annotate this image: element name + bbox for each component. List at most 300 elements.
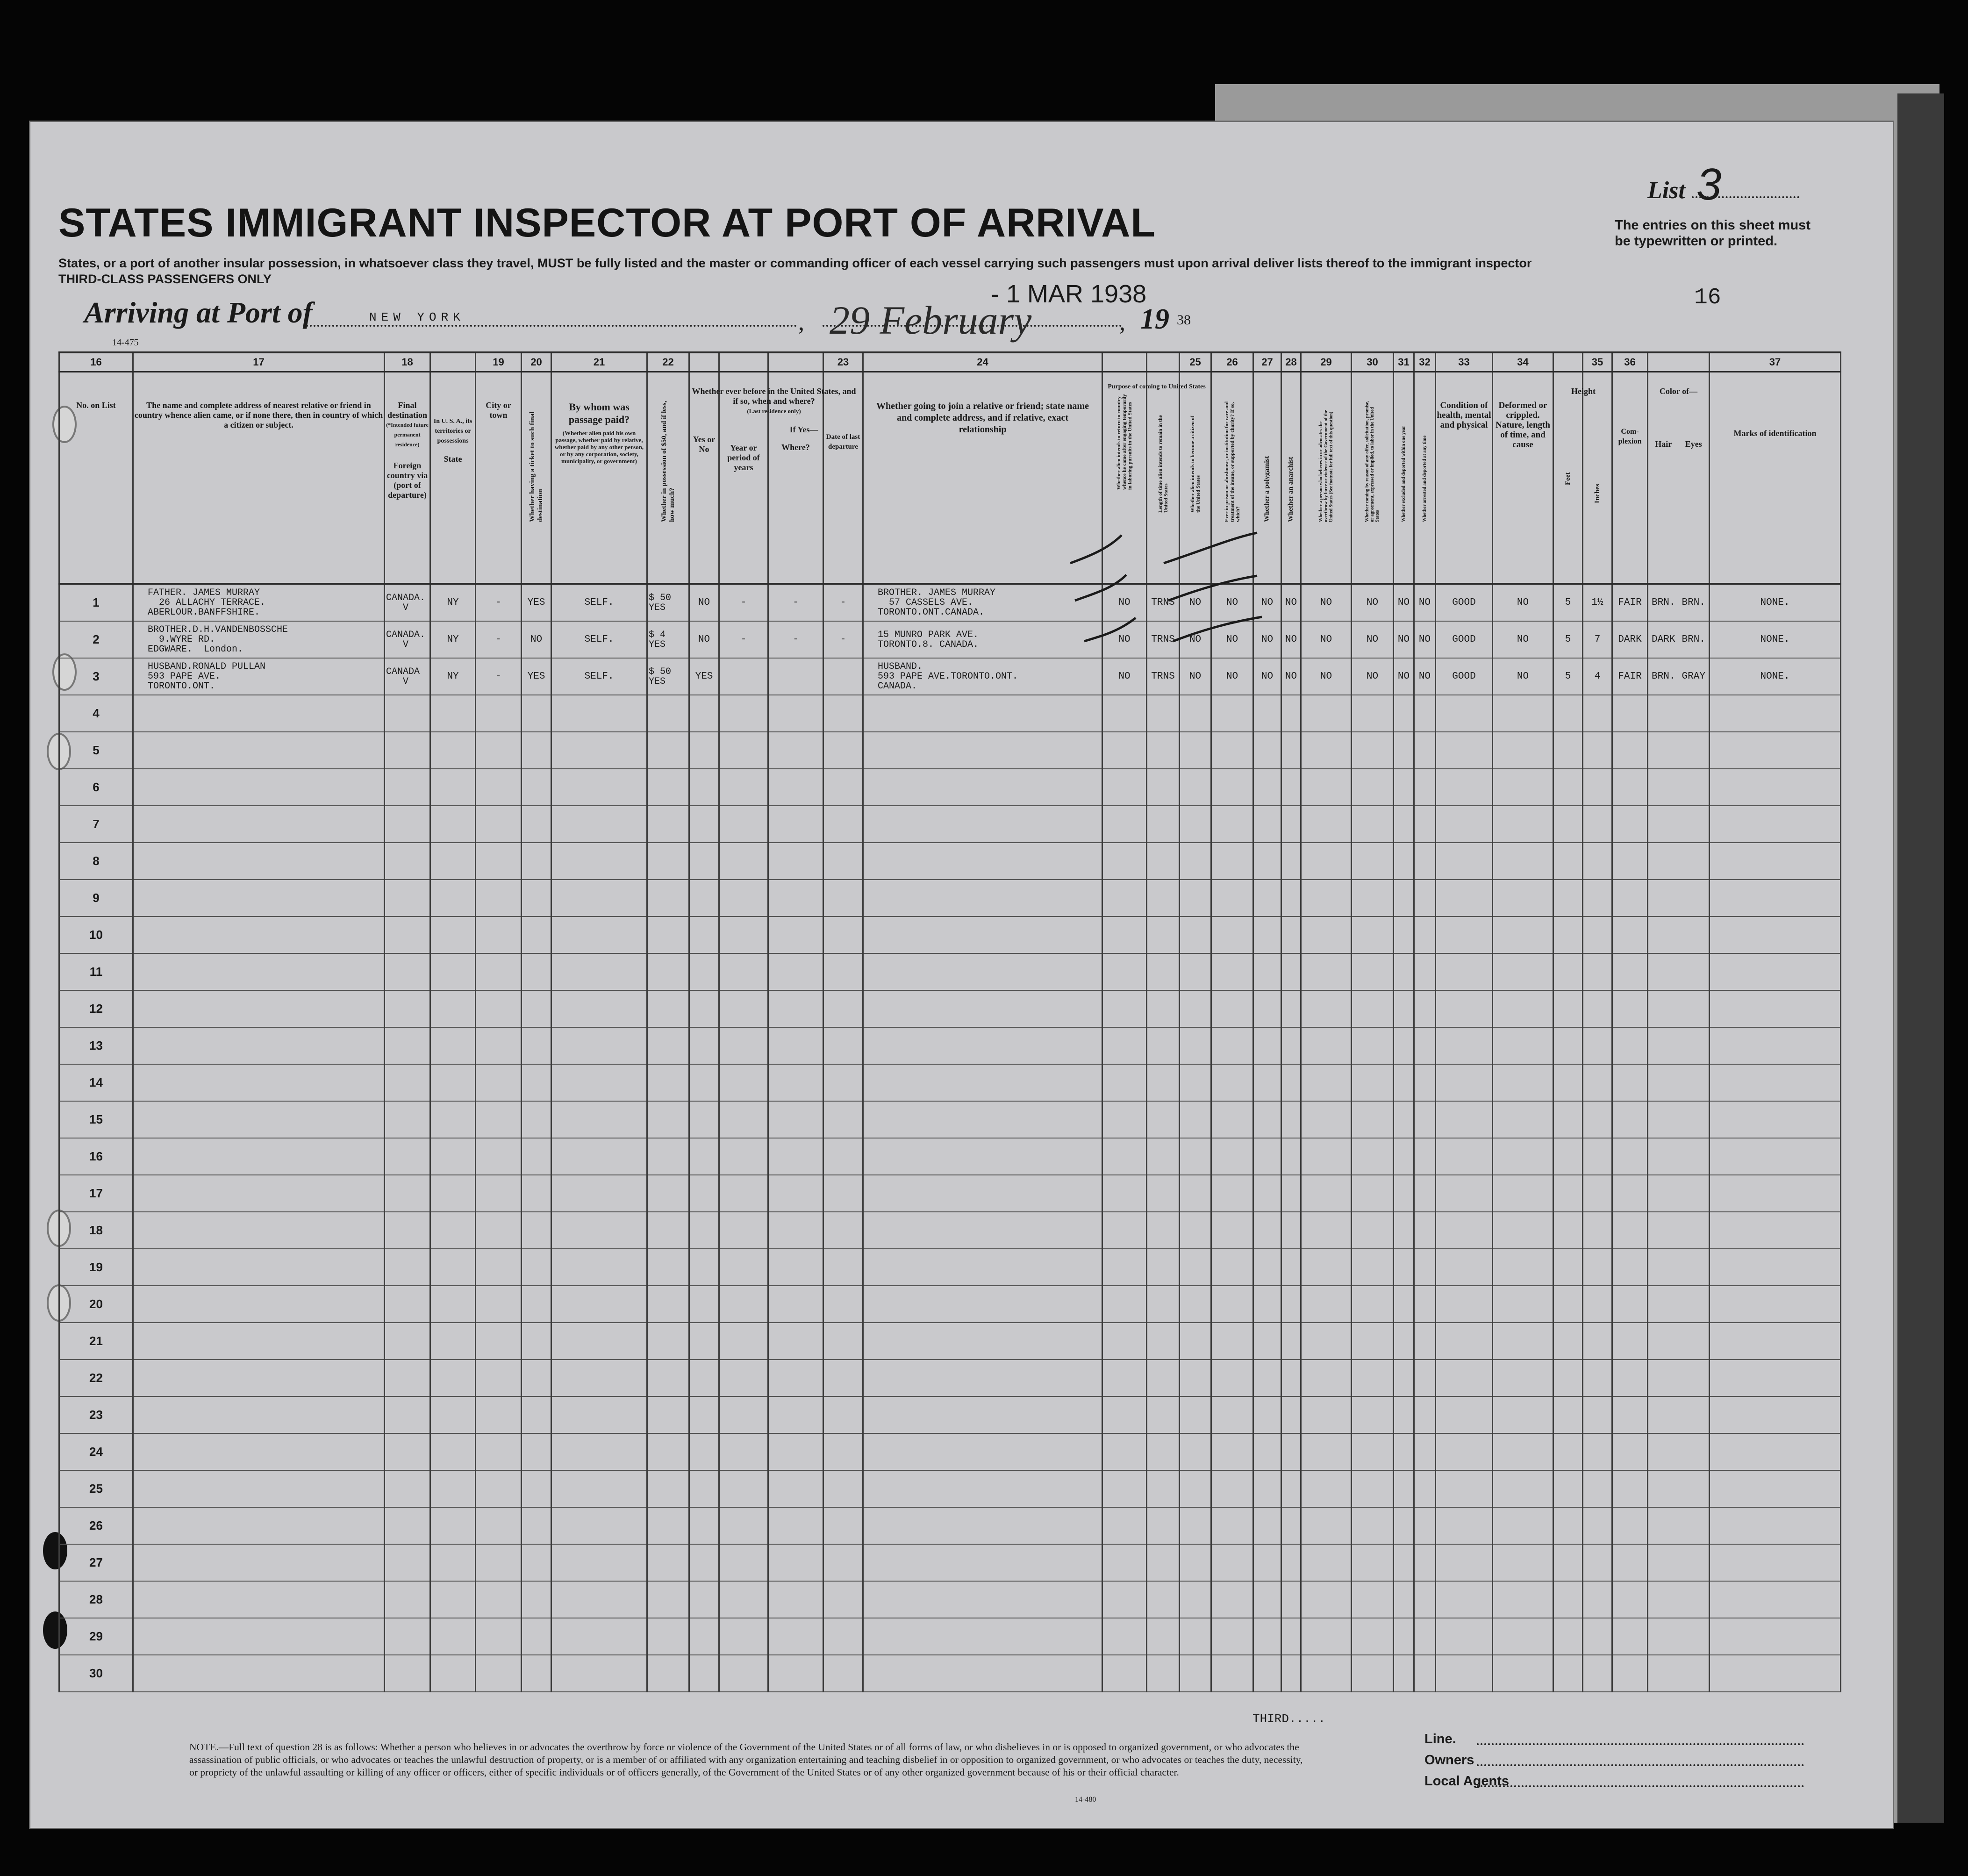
empty-cell bbox=[863, 1544, 1102, 1581]
cell-date bbox=[823, 584, 863, 621]
empty-cell bbox=[1147, 1396, 1180, 1433]
empty-cell bbox=[1147, 1618, 1180, 1655]
empty-cell bbox=[1253, 1249, 1281, 1286]
row-number: 17 bbox=[59, 1175, 133, 1212]
empty-cell bbox=[385, 1655, 430, 1692]
empty-cell bbox=[863, 1581, 1102, 1618]
empty-cell bbox=[1493, 1507, 1553, 1544]
empty-cell bbox=[647, 1175, 689, 1212]
empty-cell bbox=[1281, 1618, 1301, 1655]
row-number: 19 bbox=[59, 1249, 133, 1286]
cell-money bbox=[647, 584, 689, 621]
empty-cell bbox=[1180, 1470, 1211, 1507]
instructions-line: States, or a port of another insular possession, in whatsoever class they travel, MUST be fully listed and the master or commanding officer of each vessel carrying such passengers must upon arrival deliver lists thereof to the immigrant inspector bbox=[58, 256, 1532, 270]
empty-cell bbox=[1436, 1064, 1493, 1101]
empty-cell bbox=[1180, 1138, 1211, 1175]
empty-cell bbox=[1710, 1396, 1841, 1433]
empty-cell bbox=[647, 953, 689, 990]
cell-excl bbox=[1394, 584, 1414, 621]
cell-feet bbox=[1553, 658, 1583, 695]
empty-cell bbox=[1553, 1581, 1583, 1618]
back-strip bbox=[1897, 93, 1944, 1823]
empty-cell bbox=[1281, 953, 1301, 990]
empty-cell bbox=[430, 1064, 476, 1101]
row-number: 23 bbox=[59, 1396, 133, 1433]
empty-cell bbox=[476, 1175, 522, 1212]
empty-cell bbox=[719, 1433, 768, 1470]
empty-cell bbox=[1710, 1323, 1841, 1360]
empty-cell bbox=[1710, 1101, 1841, 1138]
cell-join-text: HUSBAND. 593 PAPE AVE.TORONTO.ONT. CANADA. bbox=[878, 661, 1018, 692]
header-color-of: Color of— bbox=[1659, 387, 1698, 396]
empty-cell bbox=[551, 1249, 647, 1286]
empty-cell bbox=[1648, 1064, 1710, 1101]
empty-cell bbox=[1301, 1286, 1352, 1323]
row-number: 26 bbox=[59, 1507, 133, 1544]
cell-contract bbox=[1352, 658, 1394, 695]
empty-cell bbox=[823, 1507, 863, 1544]
empty-cell bbox=[476, 1396, 522, 1433]
empty-cell bbox=[133, 769, 385, 806]
empty-cell bbox=[1281, 695, 1301, 732]
empty-cell bbox=[476, 1433, 522, 1470]
table-row bbox=[59, 1433, 1841, 1470]
column-number bbox=[1102, 352, 1147, 372]
empty-cell bbox=[1648, 990, 1710, 1027]
cell-marks-text: NONE. bbox=[1760, 671, 1790, 682]
owners-signature-line bbox=[1477, 1764, 1804, 1766]
empty-cell bbox=[476, 1323, 522, 1360]
empty-cell bbox=[1394, 1655, 1414, 1692]
cell-poly-text: NO bbox=[1261, 671, 1274, 682]
empty-cell bbox=[768, 1433, 823, 1470]
empty-cell bbox=[863, 990, 1102, 1027]
cell-feet-text: 5 bbox=[1565, 671, 1571, 682]
empty-cell bbox=[551, 990, 647, 1027]
empty-cell bbox=[522, 1286, 551, 1323]
empty-cell bbox=[768, 1212, 823, 1249]
empty-cell bbox=[522, 1101, 551, 1138]
empty-cell bbox=[551, 1064, 647, 1101]
table-row bbox=[59, 1618, 1841, 1655]
empty-cell bbox=[823, 1581, 863, 1618]
cell-join bbox=[863, 584, 1102, 621]
line-label: Line. bbox=[1424, 1732, 1456, 1747]
empty-cell bbox=[647, 1581, 689, 1618]
cell-join-text: BROTHER. JAMES MURRAY 57 CASSELS AVE. TORONTO.ONT.CANADA. bbox=[878, 587, 996, 618]
empty-cell bbox=[1648, 953, 1710, 990]
empty-cell bbox=[1147, 990, 1180, 1027]
cell-p1-text: NO bbox=[1118, 671, 1131, 682]
empty-cell bbox=[1211, 1470, 1253, 1507]
cell-money bbox=[647, 621, 689, 658]
empty-cell bbox=[476, 953, 522, 990]
cell-foreign bbox=[385, 621, 430, 658]
cell-p3-text: NO bbox=[1189, 634, 1202, 645]
empty-cell bbox=[1436, 1544, 1493, 1581]
empty-cell bbox=[1102, 880, 1147, 917]
cell-p2 bbox=[1147, 658, 1180, 695]
empty-cell bbox=[689, 1470, 719, 1507]
empty-cell bbox=[1180, 1027, 1211, 1064]
empty-cell bbox=[430, 1544, 476, 1581]
header-ever-before-note: (Last residence only) bbox=[747, 408, 801, 415]
empty-cell bbox=[719, 1101, 768, 1138]
empty-cell bbox=[1352, 695, 1394, 732]
empty-cell bbox=[1102, 1581, 1147, 1618]
empty-cell bbox=[1394, 1581, 1414, 1618]
empty-cell bbox=[476, 1212, 522, 1249]
row-number: 27 bbox=[59, 1544, 133, 1581]
empty-cell bbox=[823, 1175, 863, 1212]
empty-cell bbox=[430, 1360, 476, 1396]
empty-cell bbox=[476, 1655, 522, 1692]
empty-cell bbox=[863, 1618, 1102, 1655]
empty-cell bbox=[476, 1138, 522, 1175]
empty-cell bbox=[430, 695, 476, 732]
empty-cell bbox=[1493, 1360, 1553, 1396]
row-number: 1 bbox=[59, 584, 133, 621]
empty-cell bbox=[1180, 1618, 1211, 1655]
empty-cell bbox=[647, 1027, 689, 1064]
cell-p1 bbox=[1102, 584, 1147, 621]
empty-cell bbox=[1436, 806, 1493, 843]
empty-cell bbox=[522, 769, 551, 806]
empty-cell bbox=[1553, 953, 1583, 990]
empty-cell bbox=[1648, 1433, 1710, 1470]
header-yes-or-no: Yes or No bbox=[693, 435, 716, 454]
empty-cell bbox=[385, 1470, 430, 1507]
empty-cell bbox=[689, 1101, 719, 1138]
table-row bbox=[59, 806, 1841, 843]
empty-cell bbox=[1147, 953, 1180, 990]
empty-cell bbox=[689, 1212, 719, 1249]
cell-overthrow-text: NO bbox=[1320, 597, 1332, 608]
empty-cell bbox=[1394, 1027, 1414, 1064]
row-number: 8 bbox=[59, 843, 133, 880]
cell-join-text: 15 MUNRO PARK AVE. TORONTO.8. CANADA. bbox=[878, 629, 979, 650]
empty-cell bbox=[768, 843, 823, 880]
empty-cell bbox=[430, 1323, 476, 1360]
empty-cell bbox=[719, 1323, 768, 1360]
empty-cell bbox=[476, 917, 522, 953]
empty-cell bbox=[1553, 1286, 1583, 1323]
empty-cell bbox=[863, 843, 1102, 880]
empty-cell bbox=[551, 1618, 647, 1655]
empty-cell bbox=[551, 1433, 647, 1470]
cell-anarch bbox=[1281, 658, 1301, 695]
cell-anarch-text: NO bbox=[1285, 597, 1297, 608]
cell-inches-text: 7 bbox=[1594, 634, 1601, 645]
empty-cell bbox=[768, 732, 823, 769]
empty-cell bbox=[1352, 1544, 1394, 1581]
cell-ever bbox=[689, 621, 719, 658]
table-row bbox=[59, 917, 1841, 953]
column-number: 33 bbox=[1436, 352, 1493, 372]
cell-deformed bbox=[1493, 621, 1553, 658]
row-number: 4 bbox=[59, 695, 133, 732]
header-marks: Marks of identification bbox=[1710, 372, 1841, 584]
cell-state bbox=[430, 584, 476, 621]
empty-cell bbox=[430, 917, 476, 953]
empty-cell bbox=[1253, 1064, 1281, 1101]
cell-inches bbox=[1583, 658, 1612, 695]
empty-cell bbox=[1253, 953, 1281, 990]
cell-health bbox=[1436, 621, 1493, 658]
empty-cell bbox=[1710, 1212, 1841, 1249]
cell-date bbox=[823, 658, 863, 695]
cell-paid bbox=[551, 658, 647, 695]
cell-inches-text: 4 bbox=[1594, 671, 1601, 682]
empty-cell bbox=[768, 880, 823, 917]
empty-cell bbox=[430, 1618, 476, 1655]
cell-ever-text: YES bbox=[695, 671, 713, 682]
cell-p1 bbox=[1102, 621, 1147, 658]
empty-cell bbox=[1583, 1064, 1612, 1101]
empty-cell bbox=[1394, 1323, 1414, 1360]
empty-cell bbox=[522, 1360, 551, 1396]
empty-cell bbox=[1493, 1027, 1553, 1064]
header-feet: Height Feet bbox=[1553, 372, 1583, 584]
cell-hairEyes bbox=[1648, 658, 1710, 695]
row-number: 25 bbox=[59, 1470, 133, 1507]
empty-cell bbox=[719, 1138, 768, 1175]
empty-cell bbox=[476, 1101, 522, 1138]
empty-cell bbox=[1394, 1470, 1414, 1507]
empty-cell bbox=[1612, 843, 1648, 880]
form-code: 14-475 bbox=[112, 337, 139, 348]
empty-cell bbox=[768, 1396, 823, 1433]
empty-cell bbox=[719, 806, 768, 843]
empty-cell bbox=[1710, 1175, 1841, 1212]
empty-cell bbox=[719, 1396, 768, 1433]
empty-cell bbox=[430, 1470, 476, 1507]
cell-contract-text: NO bbox=[1366, 671, 1379, 682]
empty-cell bbox=[1493, 769, 1553, 806]
cell-deformed bbox=[1493, 584, 1553, 621]
empty-cell bbox=[1414, 1470, 1436, 1507]
empty-cell bbox=[1710, 880, 1841, 917]
empty-cell bbox=[1414, 1618, 1436, 1655]
empty-cell bbox=[823, 1396, 863, 1433]
cell-poly bbox=[1253, 658, 1281, 695]
empty-cell bbox=[1414, 880, 1436, 917]
empty-cell bbox=[1180, 1544, 1211, 1581]
empty-cell bbox=[1648, 880, 1710, 917]
empty-cell bbox=[1583, 695, 1612, 732]
cell-city bbox=[476, 584, 522, 621]
cell-relative bbox=[133, 621, 385, 658]
empty-cell bbox=[1180, 953, 1211, 990]
empty-cell bbox=[823, 1618, 863, 1655]
empty-cell bbox=[133, 1027, 385, 1064]
empty-cell bbox=[1583, 1433, 1612, 1470]
cell-ticket-text: YES bbox=[527, 597, 545, 608]
empty-cell bbox=[1436, 1581, 1493, 1618]
empty-cell bbox=[689, 843, 719, 880]
empty-cell bbox=[1553, 769, 1583, 806]
empty-cell bbox=[1281, 1138, 1301, 1175]
separator: , bbox=[798, 309, 804, 336]
empty-cell bbox=[823, 1138, 863, 1175]
column-number: 19 bbox=[476, 352, 522, 372]
empty-cell bbox=[1211, 880, 1253, 917]
empty-cell bbox=[1102, 1470, 1147, 1507]
empty-cell bbox=[522, 953, 551, 990]
empty-cell bbox=[1211, 1581, 1253, 1618]
empty-cell bbox=[823, 843, 863, 880]
empty-cell bbox=[647, 1470, 689, 1507]
cell-relative bbox=[133, 658, 385, 695]
empty-cell bbox=[719, 1064, 768, 1101]
empty-cell bbox=[719, 695, 768, 732]
cell-eyes: BRN. bbox=[1682, 634, 1705, 645]
cell-contract-text: NO bbox=[1366, 634, 1379, 645]
cell-relative-text: HUSBAND.RONALD PULLAN 593 PAPE AVE. TORONTO.ONT. bbox=[148, 661, 266, 692]
empty-cell bbox=[1414, 917, 1436, 953]
empty-cell bbox=[689, 953, 719, 990]
empty-cell bbox=[1394, 1212, 1414, 1249]
table-row bbox=[59, 1101, 1841, 1138]
row-number: 11 bbox=[59, 953, 133, 990]
header-where-label: Where? bbox=[781, 443, 810, 452]
cell-p3-text: NO bbox=[1189, 597, 1202, 608]
empty-cell bbox=[1301, 1360, 1352, 1396]
empty-cell bbox=[1493, 1138, 1553, 1175]
cell-arrest-text: NO bbox=[1418, 634, 1431, 645]
empty-cell bbox=[1394, 1064, 1414, 1101]
empty-cell bbox=[1583, 1212, 1612, 1249]
empty-cell bbox=[1102, 990, 1147, 1027]
table-row bbox=[59, 1323, 1841, 1360]
empty-cell bbox=[385, 1175, 430, 1212]
empty-cell bbox=[1394, 917, 1414, 953]
empty-cell bbox=[1648, 806, 1710, 843]
empty-cell bbox=[1281, 1286, 1301, 1323]
cell-state-text: NY bbox=[447, 634, 459, 645]
empty-cell bbox=[1612, 1323, 1648, 1360]
empty-cell bbox=[689, 880, 719, 917]
hair-eyes bbox=[1648, 597, 1709, 608]
cell-prison bbox=[1211, 658, 1253, 695]
empty-cell bbox=[1281, 1433, 1301, 1470]
empty-cell bbox=[1253, 1101, 1281, 1138]
table-row bbox=[59, 1064, 1841, 1101]
header-if-yes: If Yes— bbox=[789, 425, 818, 434]
empty-cell bbox=[551, 695, 647, 732]
empty-cell bbox=[647, 1544, 689, 1581]
empty-cell bbox=[1102, 806, 1147, 843]
column-number bbox=[719, 352, 768, 372]
empty-cell bbox=[1211, 1544, 1253, 1581]
empty-cell bbox=[133, 1618, 385, 1655]
empty-cell bbox=[430, 1507, 476, 1544]
empty-cell bbox=[1211, 1249, 1253, 1286]
cell-marks bbox=[1710, 621, 1841, 658]
empty-cell bbox=[1493, 1433, 1553, 1470]
empty-cell bbox=[522, 990, 551, 1027]
empty-cell bbox=[1612, 769, 1648, 806]
header-deformed: Deformed or crippled. Nature, length of time, and cause bbox=[1493, 372, 1553, 584]
empty-cell bbox=[1553, 880, 1583, 917]
empty-cell bbox=[1394, 806, 1414, 843]
empty-cell bbox=[1493, 1581, 1553, 1618]
empty-cell bbox=[647, 880, 689, 917]
empty-cell bbox=[689, 1433, 719, 1470]
empty-cell bbox=[385, 880, 430, 917]
cell-paid bbox=[551, 621, 647, 658]
port-underline bbox=[306, 325, 797, 327]
empty-cell bbox=[823, 806, 863, 843]
empty-cell bbox=[1553, 917, 1583, 953]
empty-cell bbox=[1352, 1396, 1394, 1433]
empty-cell bbox=[133, 1286, 385, 1323]
empty-cell bbox=[1211, 1655, 1253, 1692]
empty-cell bbox=[1253, 1618, 1281, 1655]
empty-cell bbox=[1436, 1175, 1493, 1212]
empty-cell bbox=[476, 1249, 522, 1286]
empty-cell bbox=[1648, 1286, 1710, 1323]
empty-cell bbox=[1211, 1433, 1253, 1470]
empty-cell bbox=[1211, 1507, 1253, 1544]
empty-cell bbox=[1301, 1396, 1352, 1433]
empty-cell bbox=[689, 732, 719, 769]
header-date-last-departure bbox=[823, 372, 863, 584]
cell-prison bbox=[1211, 584, 1253, 621]
empty-cell bbox=[1180, 990, 1211, 1027]
empty-cell bbox=[1436, 1027, 1493, 1064]
table-row bbox=[59, 880, 1841, 917]
empty-cell bbox=[1553, 1360, 1583, 1396]
empty-cell bbox=[133, 732, 385, 769]
empty-cell bbox=[1436, 732, 1493, 769]
empty-cell bbox=[1211, 1064, 1253, 1101]
header-hair: Hair bbox=[1655, 439, 1672, 449]
empty-cell bbox=[1553, 1655, 1583, 1692]
empty-cell bbox=[1553, 1249, 1583, 1286]
empty-cell bbox=[1612, 1433, 1648, 1470]
typewritten-note: The entries on this sheet must be typewritten or printed. bbox=[1615, 218, 1811, 249]
cell-ever bbox=[689, 584, 719, 621]
cell-prison-text: NO bbox=[1226, 597, 1238, 608]
table-row bbox=[59, 1655, 1841, 1692]
empty-cell bbox=[689, 1138, 719, 1175]
empty-cell bbox=[647, 732, 689, 769]
empty-cell bbox=[1710, 1027, 1841, 1064]
cell-join bbox=[863, 621, 1102, 658]
empty-cell bbox=[1612, 695, 1648, 732]
footnote-question-28: NOTE.—Full text of question 28 is as follows: Whether a person who believes in or advocates the overthrow by force or violence of the Government of the United States or of all forms of law, or who disbelieves in or is opposed to organized government, or who advocates the assassination of public officials, or who advocates or teaches the unlawful destruction of property, or is a member of or affiliated with any organization entertaining and teaching disbelief in or opposition to organized government, or who advocates or teaches the duty, necessity, or propriety of the unlawful assaulting or killing of any officer or officers, either of specific individuals or of officers generally, of the Government of the United States or of any other organized government because of his or their official character. bbox=[189, 1741, 1303, 1778]
empty-cell bbox=[1211, 953, 1253, 990]
cell-year bbox=[719, 658, 768, 695]
empty-cell bbox=[1180, 1655, 1211, 1692]
empty-cell bbox=[1394, 1101, 1414, 1138]
empty-cell bbox=[647, 917, 689, 953]
empty-cell bbox=[430, 769, 476, 806]
empty-cell bbox=[1301, 1212, 1352, 1249]
cell-poly-text: NO bbox=[1261, 634, 1274, 645]
empty-cell bbox=[1147, 1323, 1180, 1360]
empty-cell bbox=[1180, 843, 1211, 880]
empty-cell bbox=[1553, 843, 1583, 880]
cell-year-text: - bbox=[740, 634, 747, 645]
empty-cell bbox=[1253, 1433, 1281, 1470]
empty-cell bbox=[476, 1544, 522, 1581]
empty-cell bbox=[823, 695, 863, 732]
empty-cell bbox=[476, 806, 522, 843]
cell-ticket-text: YES bbox=[527, 671, 545, 682]
header-date-last-departure-label: Date of last departure bbox=[826, 433, 860, 451]
